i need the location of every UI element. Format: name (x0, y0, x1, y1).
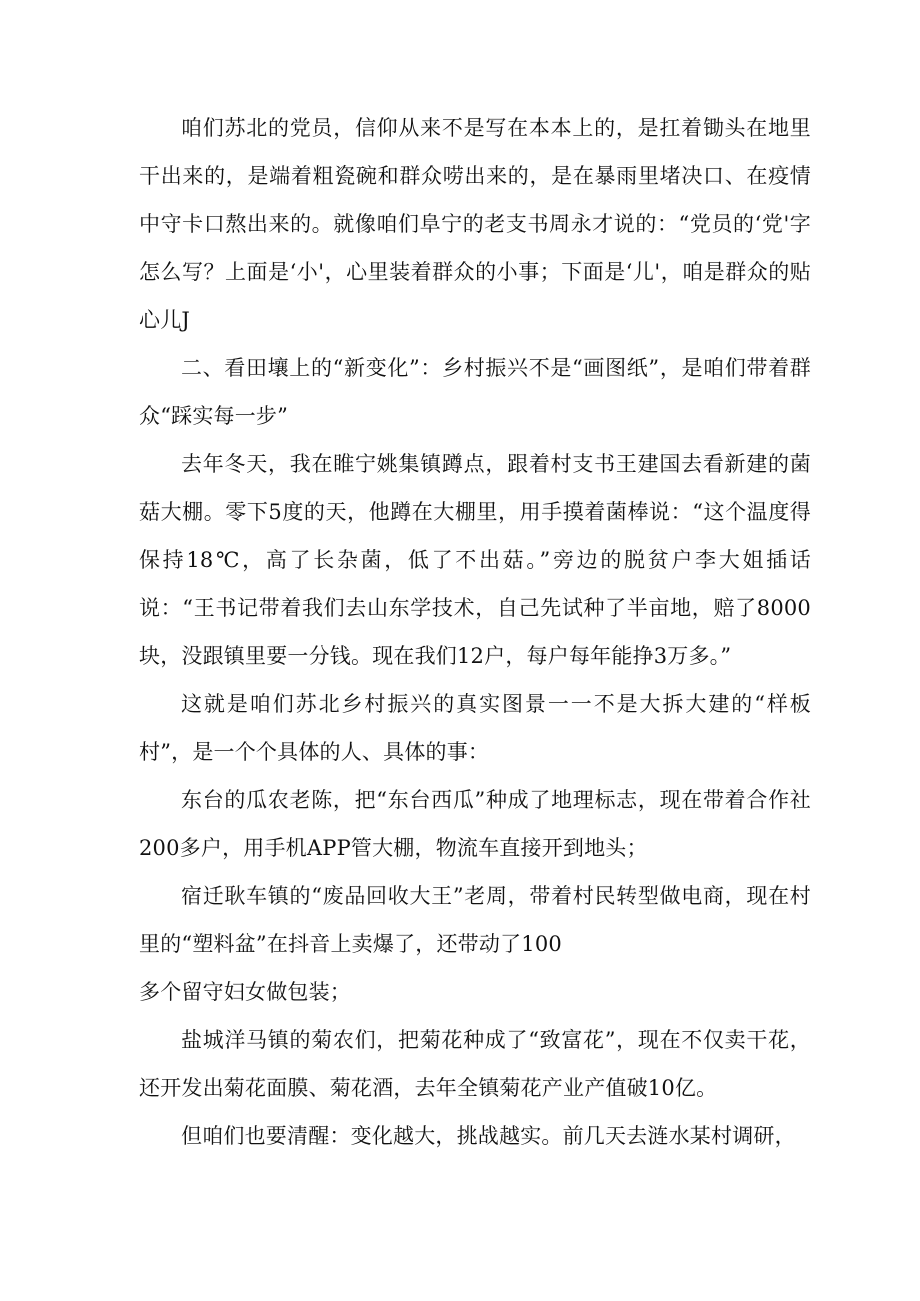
paragraph-mushroom-greenhouse: 去年冬天，我在睢宁姚集镇蹲点，跟着村支书王建国去看新建的菌菇大棚。零下5度的天，他蹲在大棚里，用手摸着菌棒说：“这个温度得保持18℃，高了长杂菌，低了不出菇。”旁边的脱贫户李大姐插话说：“王书记带着我们去山东学技术，自己先试种了半亩地，赔了8000块，没跟镇里要一分钱。现在我们12户，每户每年能挣3万多。” (139, 452, 811, 668)
paragraph-dongtai-watermelon: 东台的瓜农老陈，把“东台西瓜”种成了地理标志，现在带着合作社200多户，用手机APP管大棚，物流车直接开到地头； (139, 788, 811, 860)
paragraph-gengche-continuation: 多个留守妇女做包装； (139, 980, 351, 1004)
paragraph-rural-revitalization-picture: 这就是咱们苏北乡村振兴的真实图景一一不是大拆大建的“样板村”，是一个个具体的人、具体的事： (139, 692, 811, 764)
document-body (139, 104, 811, 1160)
paragraph-party-member-faith: 咱们苏北的党员，信仰从来不是写在本本上的，是扛着锄头在地里干出来的，是端着粗瓷碗和群众唠出来的，是在暴雨里堵决口、在疫情中守卡口熬出来的。就像咱们阜宁的老支书周永才说的：“党员的‘党'字怎么写？上面是‘小'，心里装着群众的小事；下面是‘儿'，咱是群众的贴心儿J (139, 116, 811, 332)
paragraph-gengche-ecommerce: 宿迁耿车镇的“废品回收大王”老周，带着村民转型做电商，现在村里的“塑料盆”在抖音上卖爆了，还带动了100 (139, 884, 811, 956)
paragraph-challenges: 但咱们也要清醒：变化越大，挑战越实。前几天去涟水某村调研， (181, 1124, 796, 1148)
section-heading-rural-changes: 二、看田壤上的“新变化”：乡村振兴不是“画图纸”，是咱们带着群众“踩实每一步” (139, 356, 811, 428)
paragraph-yangma-chrysanthemum: 盐城洋马镇的菊农们，把菊花种成了“致富花”，现在不仅卖干花，还开发出菊花面膜、菊花酒，去年全镇菊花产业产值破10亿。 (139, 1028, 811, 1100)
